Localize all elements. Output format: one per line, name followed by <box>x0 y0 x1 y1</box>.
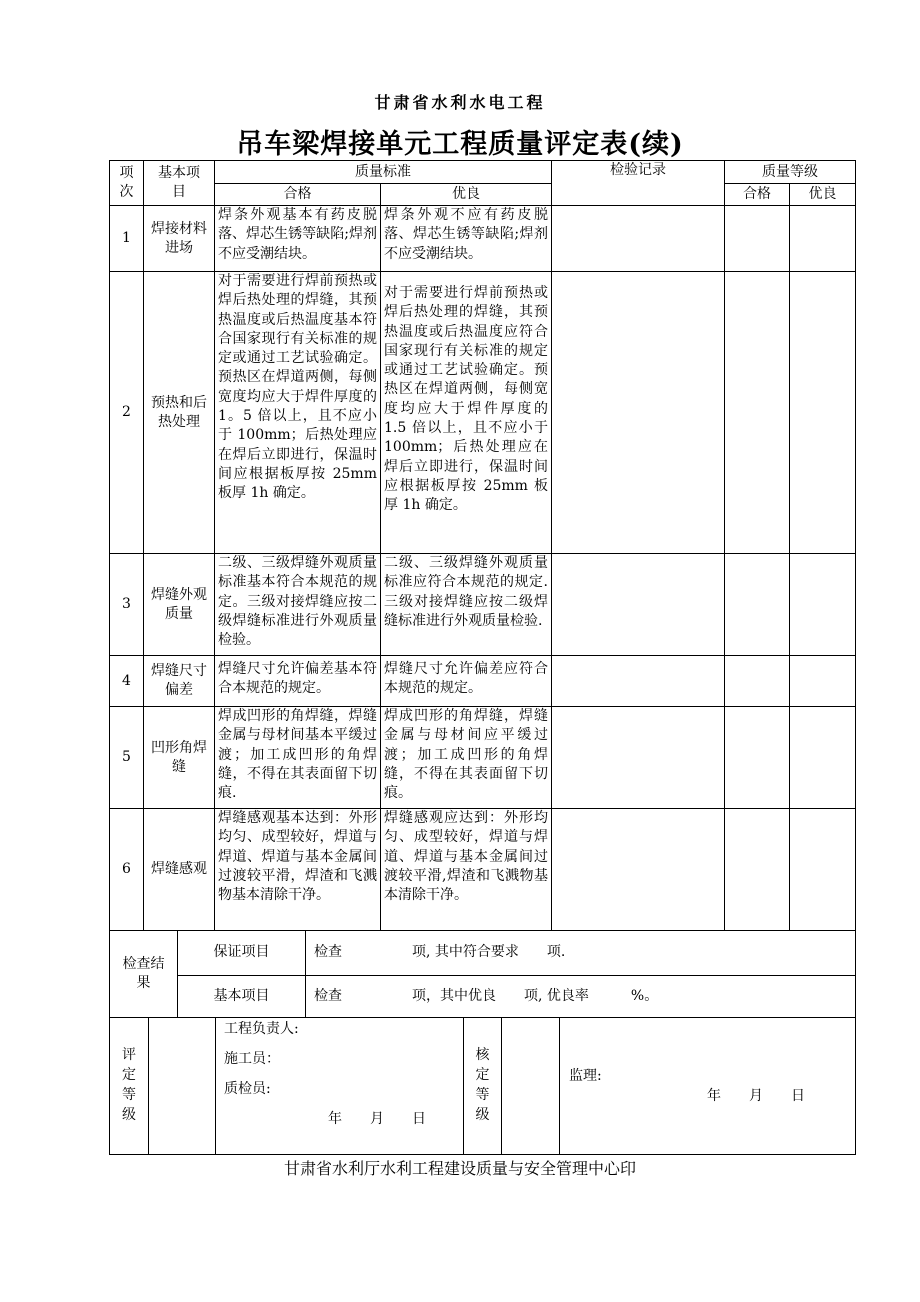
row-grade-excellent-cell <box>790 707 856 809</box>
row-item: 焊接材料进场 <box>144 206 215 272</box>
rating-table <box>109 1017 856 1155</box>
row-number: 2 <box>110 272 144 554</box>
guarantee-text: 检查 项, 其中符合要求 项. <box>306 931 856 975</box>
evaluation-grade-label: 评定等级 <box>110 1017 149 1154</box>
row-item: 预热和后热处理 <box>144 272 215 554</box>
row-excellent-standard: 对于需要进行焊前预热或焊后热处理的焊缝，其预热温度或后热温度应符合国家现行有关标准的规定或通过工艺试验确定。预热区在焊道两侧，每侧宽度均应大于焊件厚度的 1.5 倍以上，且不应小于 100mm；后热处理应在焊后立即进行，保温时间应根据板厚按 25mm 板厚 1h 确定。 <box>381 272 552 554</box>
verify-grade-label: 核定等级 <box>464 1017 502 1154</box>
row-grade-pass-cell <box>725 809 790 931</box>
row-excellent-standard: 焊条外观不应有药皮脱落、焊芯生锈等缺陷;焊剂不应受潮结块。 <box>381 206 552 272</box>
basic-label: 基本项目 <box>178 975 306 1017</box>
header-record: 检验记录 <box>552 161 725 206</box>
row-grade-pass-cell <box>725 272 790 554</box>
row-excellent-standard: 焊成凹形的角焊缝，焊缝金属与母材间应平缓过渡；加工成凹形的角焊缝，不得在其表面留下切痕。 <box>381 707 552 809</box>
row-item: 焊缝感观 <box>144 809 215 931</box>
row-excellent-standard: 焊缝感观应达到：外形均匀、成型较好，焊道与焊道、焊道与基本金属间过渡较平滑,焊渣和飞溅物基本清除干净。 <box>381 809 552 931</box>
row-number: 6 <box>110 809 144 931</box>
date-right: 年 月 日 <box>707 1088 805 1104</box>
row-number: 4 <box>110 656 144 707</box>
quality-table <box>109 160 856 931</box>
row-record-cell <box>552 206 725 272</box>
table-row <box>110 809 856 931</box>
row-grade-pass-cell <box>725 707 790 809</box>
row-grade-excellent-cell <box>790 554 856 656</box>
row-number: 1 <box>110 206 144 272</box>
row-pass-standard: 二级、三级焊缝外观质量标准基本符合本规范的规定。三级对接焊缝应按二级焊缝标准进行外观质量检验。 <box>215 554 381 656</box>
row-item: 凹形角焊缝 <box>144 707 215 809</box>
header-pass: 合格 <box>215 184 381 206</box>
verify-grade-cell <box>502 1017 560 1154</box>
table-row <box>110 272 856 554</box>
row-pass-standard: 焊条外观基本有药皮脱落、焊芯生锈等缺陷;焊剂不应受潮结块。 <box>215 206 381 272</box>
header-item: 基本项目 <box>144 161 215 206</box>
row-grade-excellent-cell <box>790 206 856 272</box>
row-pass-standard: 焊成凹形的角焊缝，焊缝金属与母材间基本平缓过渡；加工成凹形的角焊缝，不得在其表面留下切痕. <box>215 707 381 809</box>
row-grade-excellent-cell <box>790 272 856 554</box>
check-result-label: 检查结果 <box>110 931 178 1017</box>
evaluation-grade-cell <box>149 1017 216 1154</box>
row-record-cell <box>552 554 725 656</box>
row-record-cell <box>552 809 725 931</box>
constructor-label: 施工员： <box>224 1051 280 1067</box>
table-row <box>110 656 856 707</box>
header-seq: 项次 <box>110 161 144 206</box>
guarantee-label: 保证项目 <box>178 931 306 975</box>
page-title: 吊车梁焊接单元工程质量评定表(续) <box>236 129 684 160</box>
row-grade-excellent-cell <box>790 809 856 931</box>
row-record-cell <box>552 707 725 809</box>
row-grade-excellent-cell <box>790 656 856 707</box>
row-grade-pass-cell <box>725 554 790 656</box>
row-excellent-standard: 焊缝尺寸允许偏差应符合本规范的规定。 <box>381 656 552 707</box>
basic-text: 检查 项，其中优良 项, 优良率 %。 <box>306 975 856 1017</box>
row-pass-standard: 焊缝尺寸允许偏差基本符合本规范的规定。 <box>215 656 381 707</box>
supervisor-label: 监理: <box>569 1068 602 1084</box>
table-row <box>110 554 856 656</box>
row-pass-standard: 焊缝感观基本达到：外形均匀、成型较好，焊道与焊道、焊道与基本金属间过渡较平滑，焊渣和飞溅物基本清除干净。 <box>215 809 381 931</box>
row-number: 3 <box>110 554 144 656</box>
header-standard: 质量标准 <box>215 161 552 184</box>
header-grade: 质量等级 <box>725 161 856 184</box>
row-item: 焊缝外观质量 <box>144 554 215 656</box>
check-result-table <box>109 931 856 1018</box>
organization-heading: 甘肃省水利水电工程 <box>374 93 546 112</box>
row-record-cell <box>552 656 725 707</box>
header-grade-excellent: 优良 <box>790 184 856 206</box>
row-item: 焊缝尺寸偏差 <box>144 656 215 707</box>
date-left: 年 月 日 <box>328 1111 426 1127</box>
header-excellent: 优良 <box>381 184 552 206</box>
row-number: 5 <box>110 707 144 809</box>
row-grade-pass-cell <box>725 656 790 707</box>
engineer-label: 工程负责人: <box>224 1021 299 1037</box>
inspector-label: 质检员: <box>224 1081 271 1097</box>
table-row <box>110 707 856 809</box>
table-row <box>110 206 856 272</box>
footer-seal-text: 甘肃省水利厅水利工程建设质量与安全管理中心印 <box>283 1159 636 1178</box>
row-excellent-standard: 二级、三级焊缝外观质量标准应符合本规范的规定.三级对接焊缝应按二级焊缝标准进行外观质量检验. <box>381 554 552 656</box>
header-grade-pass: 合格 <box>725 184 790 206</box>
row-grade-pass-cell <box>725 206 790 272</box>
row-pass-standard: 对于需要进行焊前预热或焊后热处理的焊缝，其预热温度或后热温度基本符合国家现行有关标准的规定或通过工艺试验确定。预热区在焊道两侧，每侧宽度均应大于焊件厚度的 1。5 倍以上，且不应小于 100mm；后热处理应在焊后立即进行，保温时间应根据板厚按 25mm 板厚 1h 确定。 <box>215 272 381 554</box>
row-record-cell <box>552 272 725 554</box>
